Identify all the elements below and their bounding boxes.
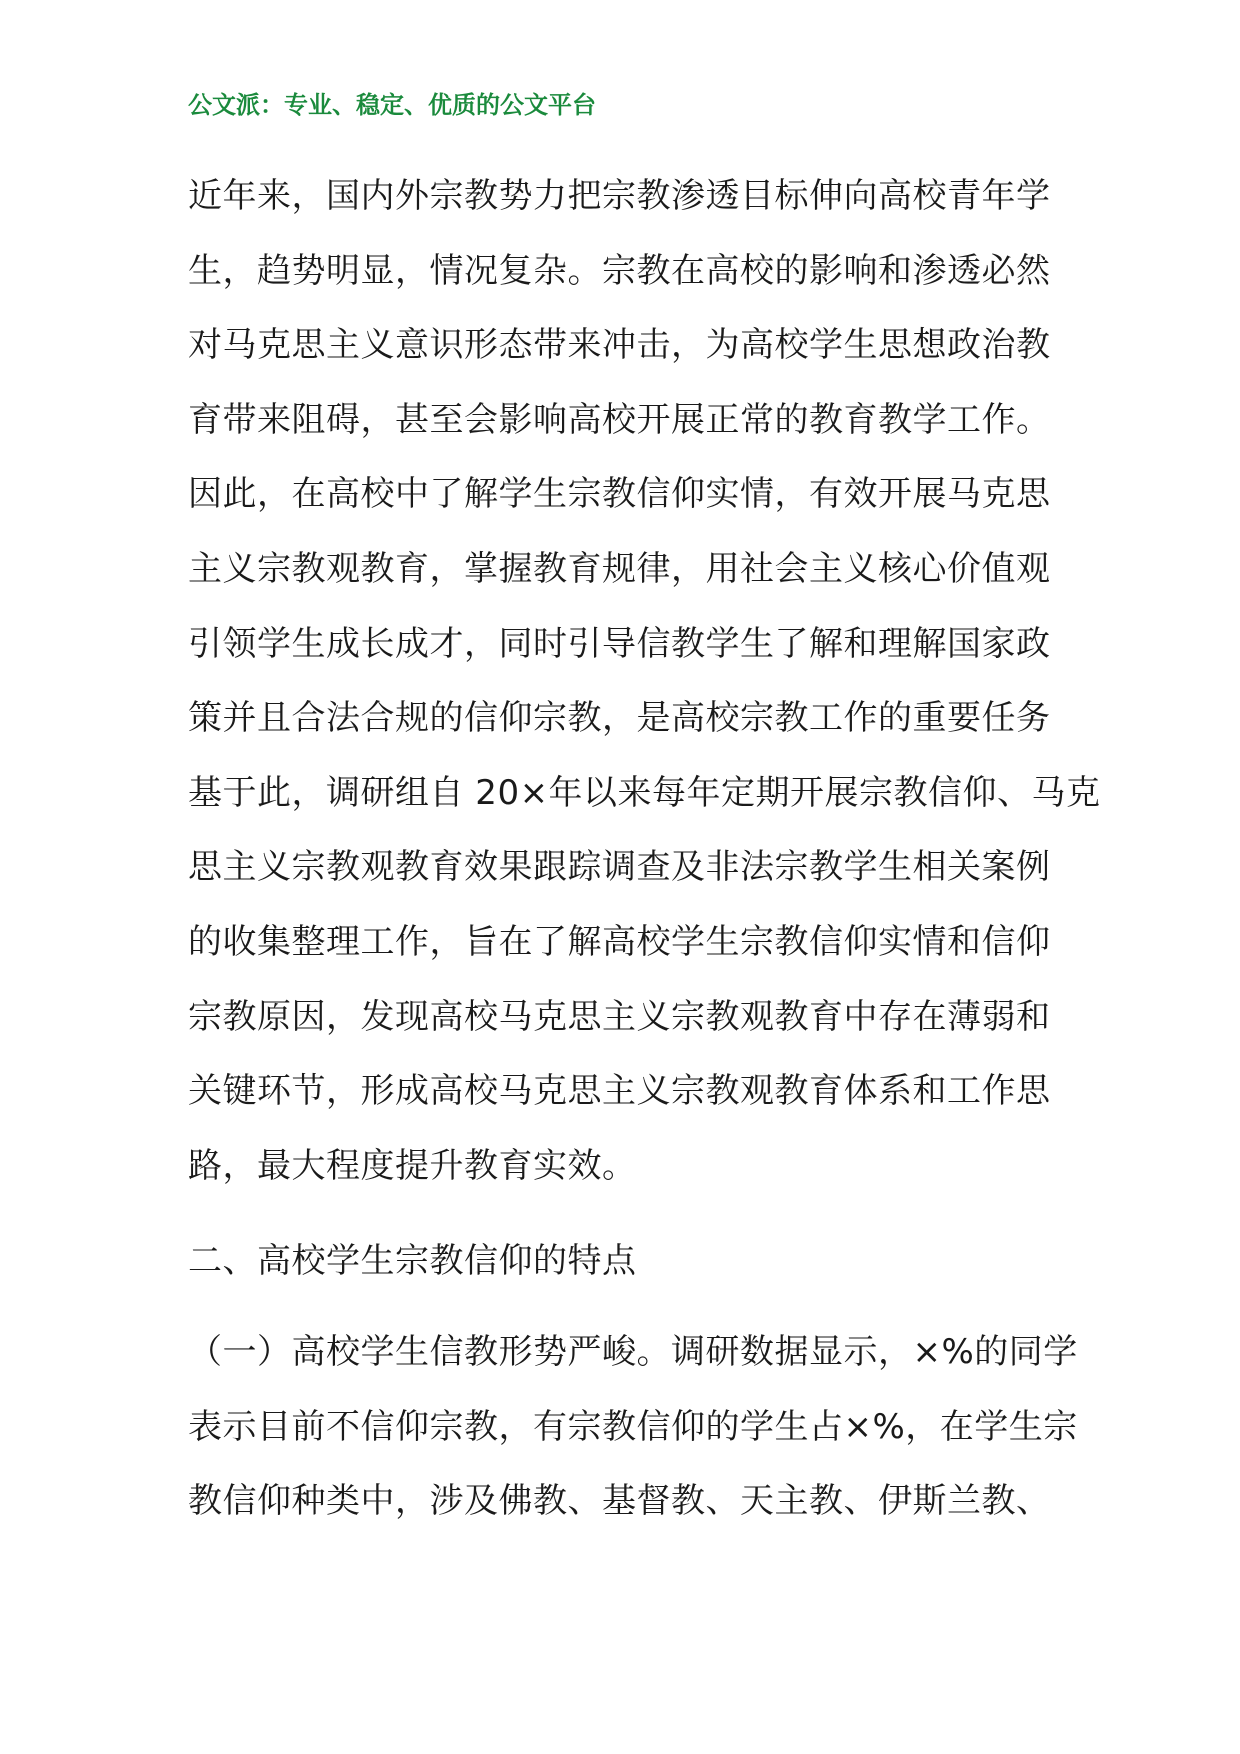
text-line: 教信仰种类中，涉及佛教、基督教、天主教、伊斯兰教、	[188, 1481, 1051, 1522]
text-line: 表示目前不信仰宗教，有宗教信仰的学生占×%，在学生宗	[188, 1406, 1078, 1447]
paragraph-text	[188, 159, 1101, 1203]
heading-text	[188, 1224, 1060, 1299]
paragraph-intro	[188, 159, 1101, 1203]
text-line: 对马克思主义意识形态带来冲击，为高校学生思想政治教	[188, 325, 1051, 366]
text-line: 二、高校学生宗教信仰的特点	[188, 1241, 637, 1281]
text-line: 生，趋势明显，情况复杂。宗教在高校的影响和渗透必然	[188, 250, 1051, 291]
text-line: 策并且合法合规的信仰宗教，是高校宗教工作的重要任务	[188, 698, 1051, 739]
text-line: 关键环节，形成高校马克思主义宗教观教育体系和工作思	[188, 1071, 1051, 1112]
text-line: 路，最大程度提升教育实效。	[188, 1145, 637, 1186]
text-line: 因此，在高校中了解学生宗教信仰实情，有效开展马克思	[188, 474, 1051, 515]
header-banner: 公文派：专业、稳定、优质的公文平台	[188, 91, 596, 119]
text-line: 引领学生成长成才，同时引导信教学生了解和理解国家政	[188, 623, 1051, 664]
text-line: 近年来，国内外宗教势力把宗教渗透目标伸向高校青年学	[188, 176, 1051, 216]
text-line: 主义宗教观教育，掌握教育规律，用社会主义核心价值观	[188, 548, 1051, 589]
text-line: （一）高校学生信教形势严峻。调研数据显示，×%的同学	[188, 1332, 1078, 1372]
text-line: 基于此，调研组自 20×年以来每年定期开展宗教信仰、马克	[188, 772, 1101, 813]
section-heading	[188, 1224, 1060, 1299]
text-line: 的收集整理工作，旨在了解高校学生宗教信仰实情和信仰	[188, 921, 1051, 962]
paragraph-section-one	[188, 1315, 1078, 1539]
text-line: 思主义宗教观教育效果跟踪调查及非法宗教学生相关案例	[188, 847, 1051, 888]
paragraph-text	[188, 1315, 1078, 1539]
text-line: 育带来阻碍，甚至会影响高校开展正常的教育教学工作。	[188, 399, 1051, 440]
text-line: 宗教原因，发现高校马克思主义宗教观教育中存在薄弱和	[188, 996, 1051, 1037]
